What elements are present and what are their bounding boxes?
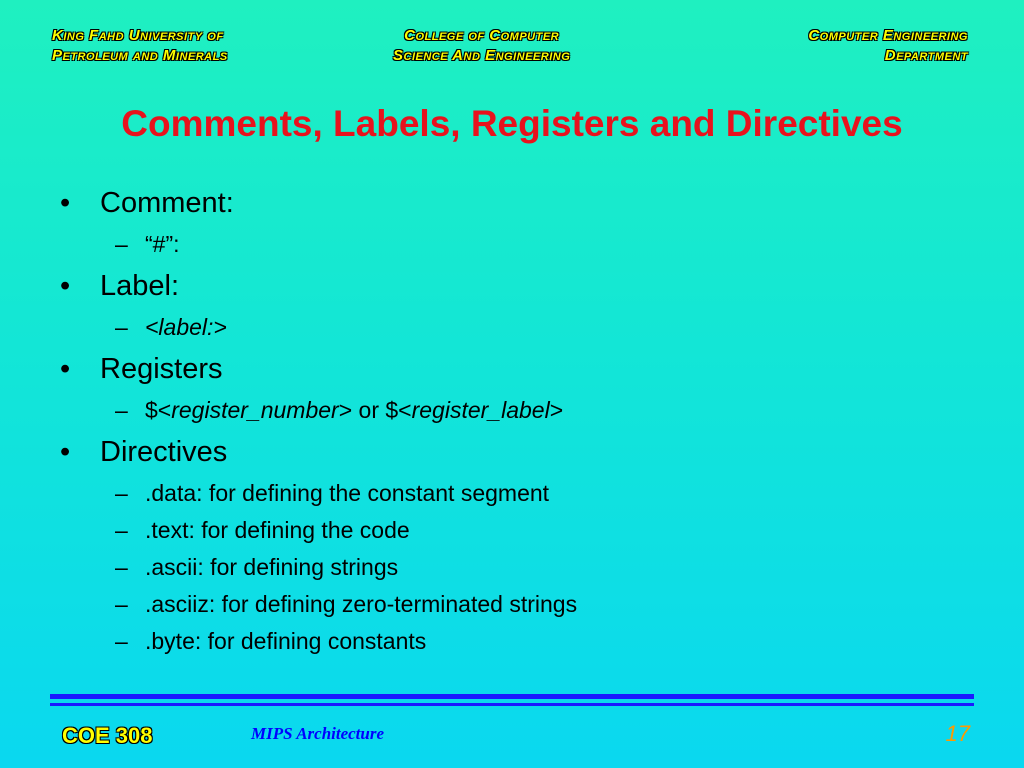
registers-prefix: $< — [145, 397, 172, 423]
dash-icon: – — [115, 628, 128, 654]
dash-icon: – — [115, 517, 128, 543]
dash-icon: – — [115, 397, 128, 423]
sub-bullet-directive — [58, 512, 998, 549]
header-department — [808, 26, 968, 66]
slide-title: Comments, Labels, Registers and Directives — [121, 103, 903, 144]
header-university-line1: King Fahd University of — [52, 27, 224, 44]
bullet-dot-icon: • — [60, 436, 71, 468]
page-number: 17 — [945, 721, 970, 746]
bullet-dot-icon: • — [60, 187, 71, 219]
bullet-directives — [58, 433, 998, 475]
slide-body — [58, 184, 998, 660]
bullet-dot-icon: • — [60, 270, 71, 302]
sub-bullet-directive — [58, 586, 998, 623]
dash-icon: – — [115, 480, 128, 506]
footer-topic: MIPS Architecture — [251, 724, 385, 743]
bullet-comment — [58, 184, 998, 226]
sub-bullet-label-text: <label:> — [145, 314, 227, 340]
bullet-registers — [58, 350, 998, 392]
header-college-line2: Science And Engineering — [393, 47, 571, 64]
directive-text-text: .text: for defining the code — [145, 517, 410, 543]
footer-divider-thin — [50, 703, 974, 706]
bullet-label — [58, 267, 998, 309]
dash-icon: – — [115, 314, 128, 340]
sub-bullet-directive — [58, 475, 998, 512]
footer-divider-thick — [50, 694, 974, 699]
sub-bullet-registers — [58, 392, 998, 429]
registers-mid: > or $< — [338, 397, 412, 423]
sub-bullet-directive — [58, 549, 998, 586]
directive-ascii-text: .ascii: for defining strings — [145, 554, 399, 580]
sub-bullet-comment — [58, 226, 998, 263]
bullet-dot-icon: • — [60, 353, 71, 385]
bullet-registers-text: Registers — [100, 353, 223, 385]
sub-bullet-comment-text: “#”: — [145, 231, 180, 257]
directive-byte-text: .byte: for defining constants — [145, 628, 427, 654]
directive-asciiz-text: .asciiz: for defining zero-terminated strings — [145, 591, 578, 617]
dash-icon: – — [115, 554, 128, 580]
bullet-label-text: Label: — [100, 270, 180, 302]
dash-icon: – — [115, 591, 128, 617]
footer-course-code: COE 308 — [62, 723, 153, 748]
header-university-line2: Petroleum and Minerals — [52, 47, 228, 64]
sub-bullet-label — [58, 309, 998, 346]
header-college-line1: College of Computer — [404, 27, 560, 44]
header-department-line1: Computer Engineering — [808, 27, 968, 44]
registers-suffix: > — [549, 397, 564, 423]
register-label-term: register_label — [411, 397, 550, 423]
dash-icon: – — [115, 231, 128, 257]
header-department-line2: Department — [884, 47, 968, 64]
bullet-directives-text: Directives — [100, 436, 228, 468]
header-college — [393, 26, 570, 66]
register-number-term: register_number — [171, 397, 339, 423]
header-university — [52, 26, 228, 66]
directive-data-text: .data: for defining the constant segment — [145, 480, 550, 506]
sub-bullet-directive — [58, 623, 998, 660]
bullet-comment-text: Comment: — [100, 187, 234, 219]
